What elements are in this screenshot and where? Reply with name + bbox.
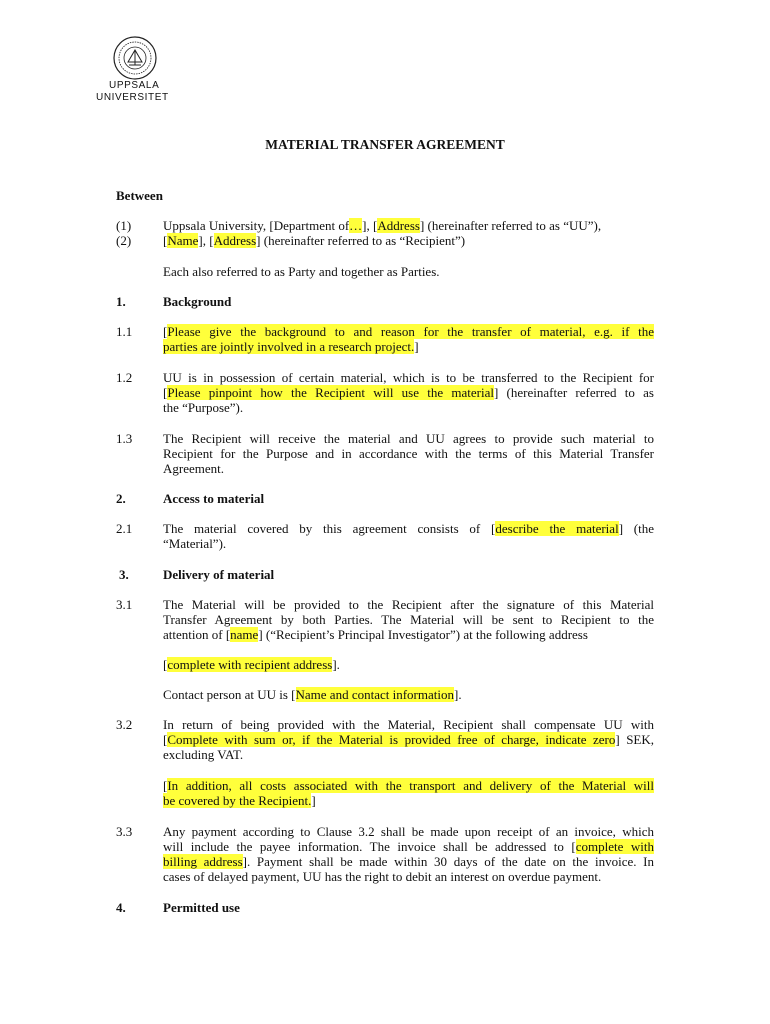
clause-1-3-number: 1.3: [116, 431, 133, 446]
placeholder-highlight: In addition, all costs associated with the transport and delivery of the Material will: [167, 778, 654, 793]
placeholder-highlight: billing address: [163, 854, 243, 869]
party-2-text: [Name], [Address] (hereinafter referred to as “Recipient”): [163, 233, 466, 248]
logo-line-2: UNIVERSITET: [96, 92, 169, 103]
section-4-title: Permitted use: [163, 900, 240, 915]
clause-1-3-text: The Recipient will receive the material and UU agrees to provide such material to Recipient for the Purpose and in accordance with the terms of this Material Transfer Agreement.: [163, 431, 654, 476]
between-heading: Between: [116, 188, 163, 203]
clause-1-1-number: 1.1: [116, 324, 133, 339]
clause-3-2-transport-costs: [In addition, all costs associated with the transport and delivery of the Material will be covered by the Recipient.]: [163, 778, 654, 808]
university-logo: [96, 36, 176, 104]
clause-2-1-number: 2.1: [116, 521, 133, 536]
placeholder-highlight: describe the material: [495, 521, 619, 536]
contact-person-line: Contact person at UU is [Name and contact information].: [163, 687, 462, 702]
placeholder-highlight: Name: [167, 233, 199, 248]
section-3-number: 3.: [119, 567, 129, 582]
placeholder-highlight: name: [230, 627, 259, 642]
clause-3-2-number: 3.2: [116, 717, 133, 732]
placeholder-highlight: parties are jointly involved in a research project.: [163, 339, 415, 354]
clause-2-1-text: The material covered by this agreement consists of [describe the material] (the “Material”).: [163, 521, 654, 551]
placeholder-highlight: Address: [213, 233, 257, 248]
section-4-number: 4.: [116, 900, 126, 915]
clause-1-2-number: 1.2: [116, 370, 133, 385]
section-2-number: 2.: [116, 491, 126, 506]
section-1-title: Background: [163, 294, 232, 309]
university-seal-icon: [113, 36, 157, 80]
party-1-text: Uppsala University, [Department of…], [Address] (hereinafter referred to as “UU”),: [163, 218, 602, 233]
party-1-number: (1): [116, 218, 132, 233]
clause-3-1-number: 3.1: [116, 597, 133, 612]
placeholder-highlight: Name and contact information: [295, 687, 454, 702]
logo-line-1: UPPSALA: [109, 80, 160, 91]
placeholder-highlight: …: [349, 218, 363, 233]
placeholder-highlight: Complete with sum or, if the Material is provided free of charge, indicate zero: [167, 732, 616, 747]
section-3-title: Delivery of material: [163, 567, 275, 582]
clause-1-2-text: UU is in possession of certain material, which is to be transferred to the Recipient for [Please pinpoint how the Recipient will use the material] (hereinafter referred to as the “Purpose”).: [163, 370, 654, 415]
clause-3-2-text: In return of being provided with the Material, Recipient shall compensate UU with [Complete with sum or, if the Material is provided free of charge, indicate zero] SEK, excluding VAT.: [163, 717, 655, 762]
document-title: MATERIAL TRANSFER AGREEMENT: [265, 137, 505, 152]
clause-1-1-text: [Please give the background to and reason for the transfer of material, e.g. if the parties are jointly involved in a research project.]: [163, 324, 654, 354]
clause-3-3-number: 3.3: [116, 824, 133, 839]
placeholder-highlight: complete with recipient address: [167, 657, 333, 672]
parties-definition: Each also referred to as Party and together as Parties.: [163, 264, 440, 279]
clause-3-3-text: Any payment according to Clause 3.2 shall be made upon receipt of an invoice, which will include the payee information. The invoice shall be addressed to [complete with billing address]. Payment shall be made within 30 days of the date on the invoice. In cases of delayed payment, UU has the right to debit an interest on overdue payment.: [163, 824, 655, 884]
placeholder-highlight: complete with: [575, 839, 654, 854]
section-1-number: 1.: [116, 294, 126, 309]
party-2-number: (2): [116, 233, 132, 248]
placeholder-highlight: Please pinpoint how the Recipient will use the material: [167, 385, 494, 400]
placeholder-highlight: Please give the background to and reason for the transfer of material, e.g. if the: [167, 324, 654, 339]
placeholder-highlight: Address: [377, 218, 420, 233]
clause-3-1-text: The Material will be provided to the Recipient after the signature of this Material Transfer Agreement by both Parties. The Material will be sent to Recipient to the attention of [name] (“Recipient’s Principal Investigator”) at the following address: [163, 597, 654, 642]
recipient-address-placeholder: [complete with recipient address].: [163, 657, 340, 672]
section-2-title: Access to material: [163, 491, 265, 506]
placeholder-highlight: be covered by the Recipient.: [163, 793, 312, 808]
